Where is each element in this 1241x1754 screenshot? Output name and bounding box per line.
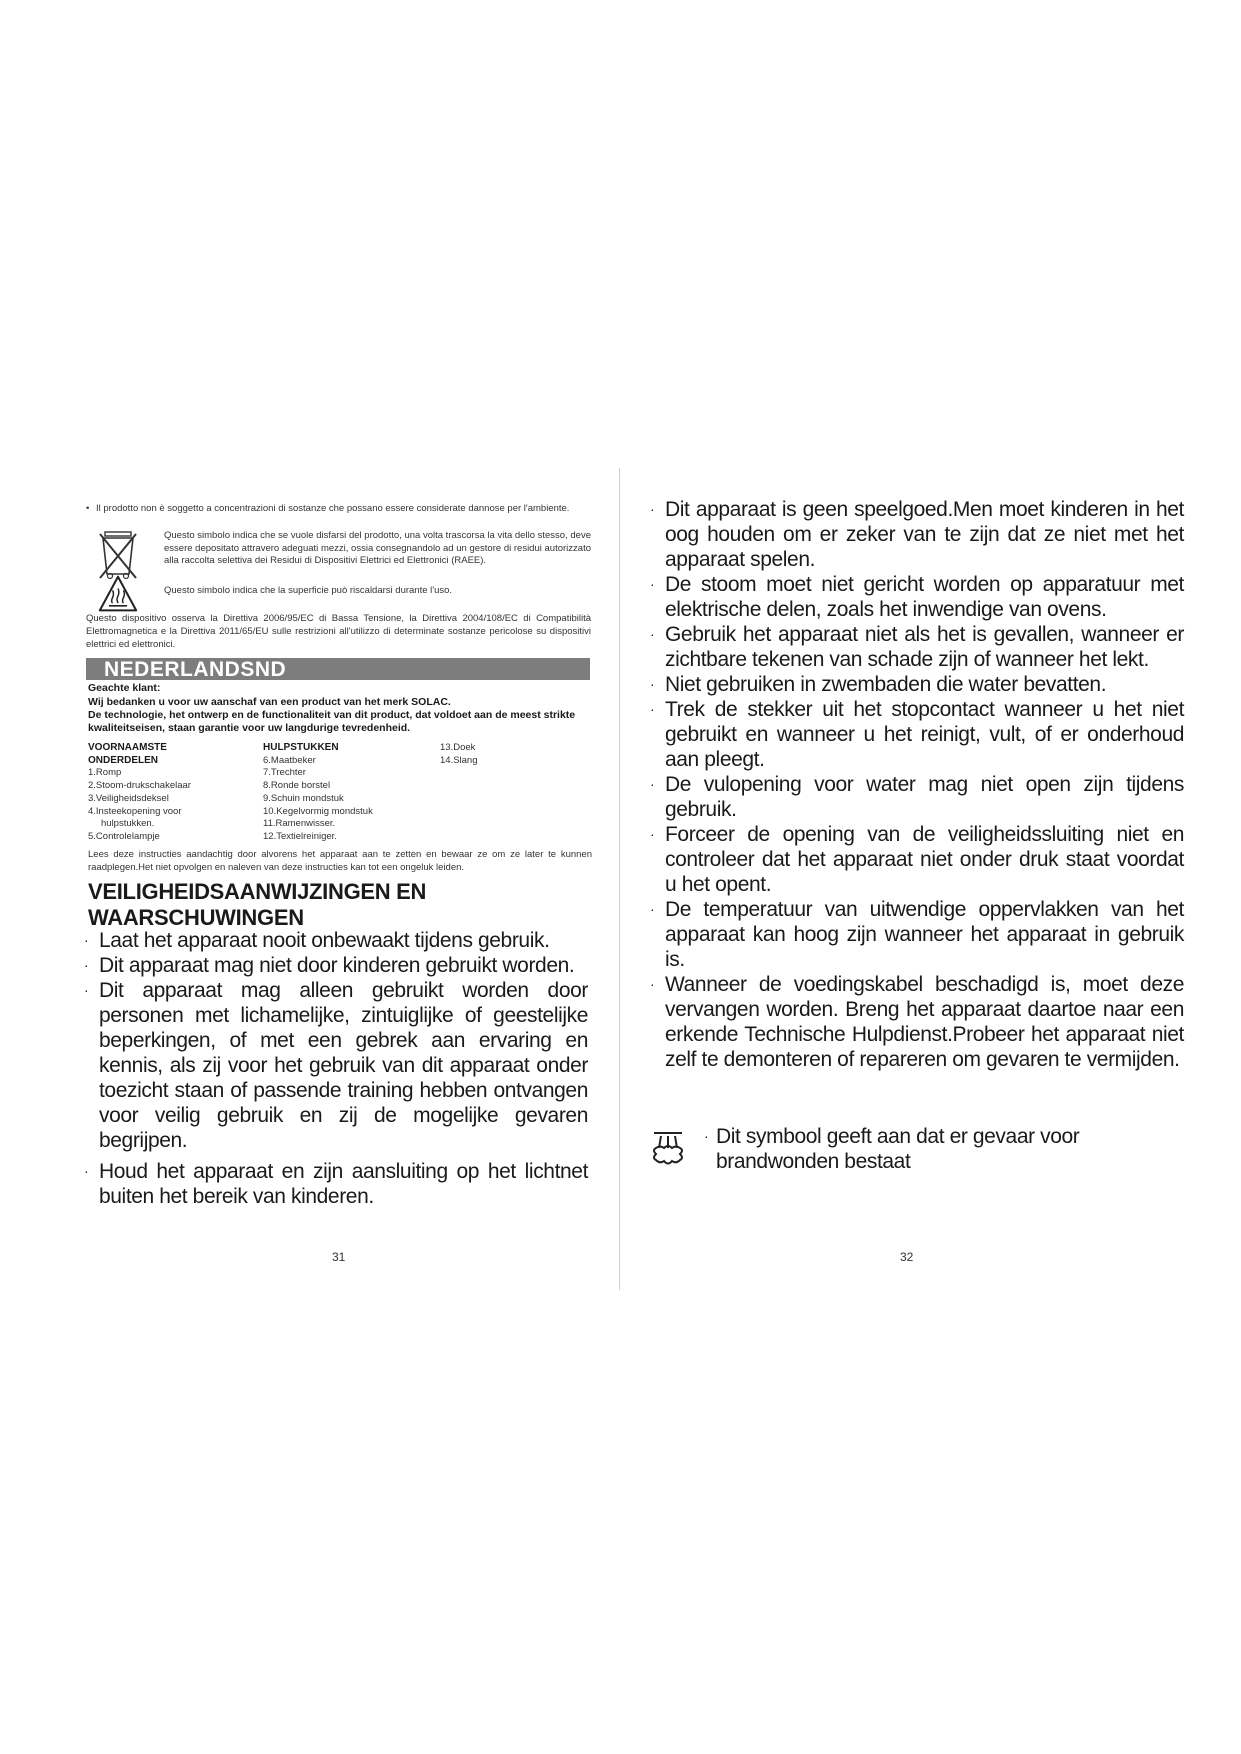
part-item: 8.Ronde borstel: [263, 780, 331, 792]
part-item: 5.Controlelampje: [88, 830, 160, 842]
safety-list-left: [84, 928, 588, 1209]
part-item: 6.Maatbeker: [263, 754, 316, 766]
list-item: · Niet gebruiken in zwembaden die water bevatten.: [650, 673, 1107, 696]
raee-symbol-text: Questo simbolo indica che se vuole disfarsi del prodotto, una volta trascorsa la vita dello stesso, deve essere depositato attravero adeguati mezzi, ossia consegnandolo ad un gestore di residui autorizzato alla raccolta selettiva dei Residui di Dispositivi Elettrici ed Elettronici (RAEE).: [164, 530, 591, 566]
section-heading-bar: [86, 658, 590, 680]
parts-column-extra: [440, 742, 540, 767]
bullet-dot: ·: [84, 932, 89, 948]
list-item: · Trek de stekker uit het stopcontact wanneer u het niet gebruikt en wanneer u het reinigt, vult, of er onderhoud aan pleegt.: [650, 698, 1184, 771]
part-item: 13.Doek: [440, 742, 476, 753]
list-item: · Dit apparaat mag alleen gebruikt worden door personen met lichamelijke, zintuiglijke of geestelijke beperkingen, of met een gebrek aan ervaring en kennis, als zij voor het gebruik van dit apparaat onder toezicht staan of passende training hebben ontvangen voor veilig gebruik en zij de mogelijke gevaren begrijpen.: [84, 979, 588, 1152]
bullet-dot: ·: [650, 976, 655, 992]
bullet-dot: ·: [650, 901, 655, 917]
page-number: 32: [900, 1250, 914, 1264]
part-item: 14.Slang: [440, 754, 478, 766]
technology-line: De technologie, het ontwerp en de functionaliteit van dit product, dat voldoet aan de meest strikte kwaliteitseisen, staan garantie voor uw langdurige tevredenheid.: [88, 709, 576, 734]
page-number: 31: [332, 1250, 346, 1264]
burn-symbol-note: [646, 1124, 1186, 1184]
left-page: [0, 0, 620, 1754]
part-item: 11.Ramenwisser.: [263, 818, 336, 830]
section-heading: NEDERLANDSND: [104, 658, 287, 681]
italian-bullet: • Il prodotto non è soggetto a concentrazioni di sostanze che possano essere considerate dannose per l'ambiente.: [86, 503, 570, 514]
hot-symbol-row: [86, 578, 591, 598]
bullet-dot: ·: [650, 701, 655, 717]
burn-symbol-text: Dit symbool geeft aan dat er gevaar voor brandwonden bestaat: [716, 1125, 1080, 1173]
bullet-dot: ·: [650, 626, 655, 642]
list-item: · De stoom moet niet gericht worden op apparatuur met elektrische delen, zoals het inwendige van ovens.: [650, 573, 1184, 621]
part-item: 12.Textielreiniger.: [263, 830, 337, 842]
list-item: · De temperatuur van uitwendige oppervlakken van het apparaat kan hoog zijn wanneer het apparaat in gebruik is.: [650, 898, 1184, 971]
bullet-dot: ·: [84, 1163, 89, 1179]
right-page: [620, 0, 1241, 1754]
part-item: 4.Insteekopening voor: [88, 805, 182, 817]
parts-header: ONDERDELEN: [88, 754, 159, 766]
bullet-dot: ·: [650, 776, 655, 792]
part-item: 9.Schuin mondstuk: [263, 792, 344, 804]
bullet-dot: ·: [650, 826, 655, 842]
list-item: · Houd het apparaat en zijn aansluiting op het lichtnet buiten het bereik van kinderen.: [84, 1160, 588, 1208]
hot-symbol-text: Questo simbolo indica che la superficie può riscaldarsi durante l'uso.: [164, 585, 453, 596]
parts-column-main: [88, 742, 258, 844]
bullet-dot: ·: [650, 576, 655, 592]
bullet-dot: •: [86, 503, 90, 514]
parts-column-accessories: [263, 742, 423, 844]
thanks-line: Wij bedanken u voor uw aanschaf van een product van het merk SOLAC.: [88, 696, 451, 708]
parts-header: VOORNAAMSTE: [88, 742, 167, 753]
list-item: · Dit apparaat mag niet door kinderen gebruikt worden.: [84, 954, 575, 977]
directive-text: Questo dispositivo osserva la Direttiva 2006/95/EC di Bassa Tensione, la Direttiva 2004/108/EC di Compatibilità Elettromagnetica e la Direttiva 2011/65/EU sulle restrizioni all'utilizzo di determinate sostanze pericolose su dispositivi elettrici ed elettronici.: [86, 613, 591, 650]
crossed-bin-icon: [96, 530, 140, 580]
part-item: hulpstukken.: [101, 818, 155, 830]
list-item: · Wanneer de voedingskabel beschadigd is, moet deze vervangen worden. Breng het apparaat daartoe naar een erkende Technische Hulpdienst.Probeer het apparaat niet zelf te demonteren of repareren om gevaren te vermijden.: [650, 973, 1184, 1071]
steam-hot-surface-icon: [646, 1128, 690, 1172]
bullet-dot: ·: [84, 982, 89, 998]
part-item: 7.Trechter: [263, 767, 306, 779]
part-item: 3.Veiligheidsdeksel: [88, 792, 169, 804]
bullet-dot: ·: [84, 957, 89, 973]
bullet-dot: ·: [704, 1128, 709, 1144]
safety-list-right: [650, 497, 1184, 1072]
part-item: 1.Romp: [88, 767, 122, 779]
list-item: · De vulopening voor water mag niet open zijn tijdens gebruik.: [650, 773, 1184, 821]
bullet-dot: ·: [650, 501, 655, 517]
raee-symbol-row: [86, 530, 591, 568]
list-item: · Dit apparaat is geen speelgoed.Men moet kinderen in het oog houden om er zeker van te zijn dat ze niet met het apparaat spelen.: [650, 498, 1184, 571]
hot-surface-warning-icon: [96, 574, 140, 614]
safety-title: VEILIGHEIDSAANWIJZINGEN EN WAARSCHUWINGEN: [88, 879, 427, 930]
greeting: Geachte klant:: [88, 682, 161, 694]
part-item: 10.Kegelvormig mondstuk: [263, 805, 373, 817]
bullet-dot: ·: [650, 676, 655, 692]
list-item: · Gebruik het apparaat niet als het is gevallen, wanneer er zichtbare tekenen van schade zijn of wanneer het lekt.: [650, 623, 1184, 671]
parts-header: HULPSTUKKEN: [263, 742, 339, 753]
list-item: · Laat het apparaat nooit onbewaakt tijdens gebruik.: [84, 929, 550, 952]
read-instructions-note: Lees deze instructies aandachtig door alvorens het apparaat aan te zetten en bewaar ze om ze later te kunnen raadplegen.Het niet opvolgen en naleven van deze instructies kan tot een ongeluk leiden.: [88, 849, 592, 873]
list-item: · Forceer de opening van de veiligheidssluiting niet en controleer dat het apparaat niet onder druk staat voordat u het opent.: [650, 823, 1184, 896]
part-item: 2.Stoom-drukschakelaar: [88, 780, 191, 792]
